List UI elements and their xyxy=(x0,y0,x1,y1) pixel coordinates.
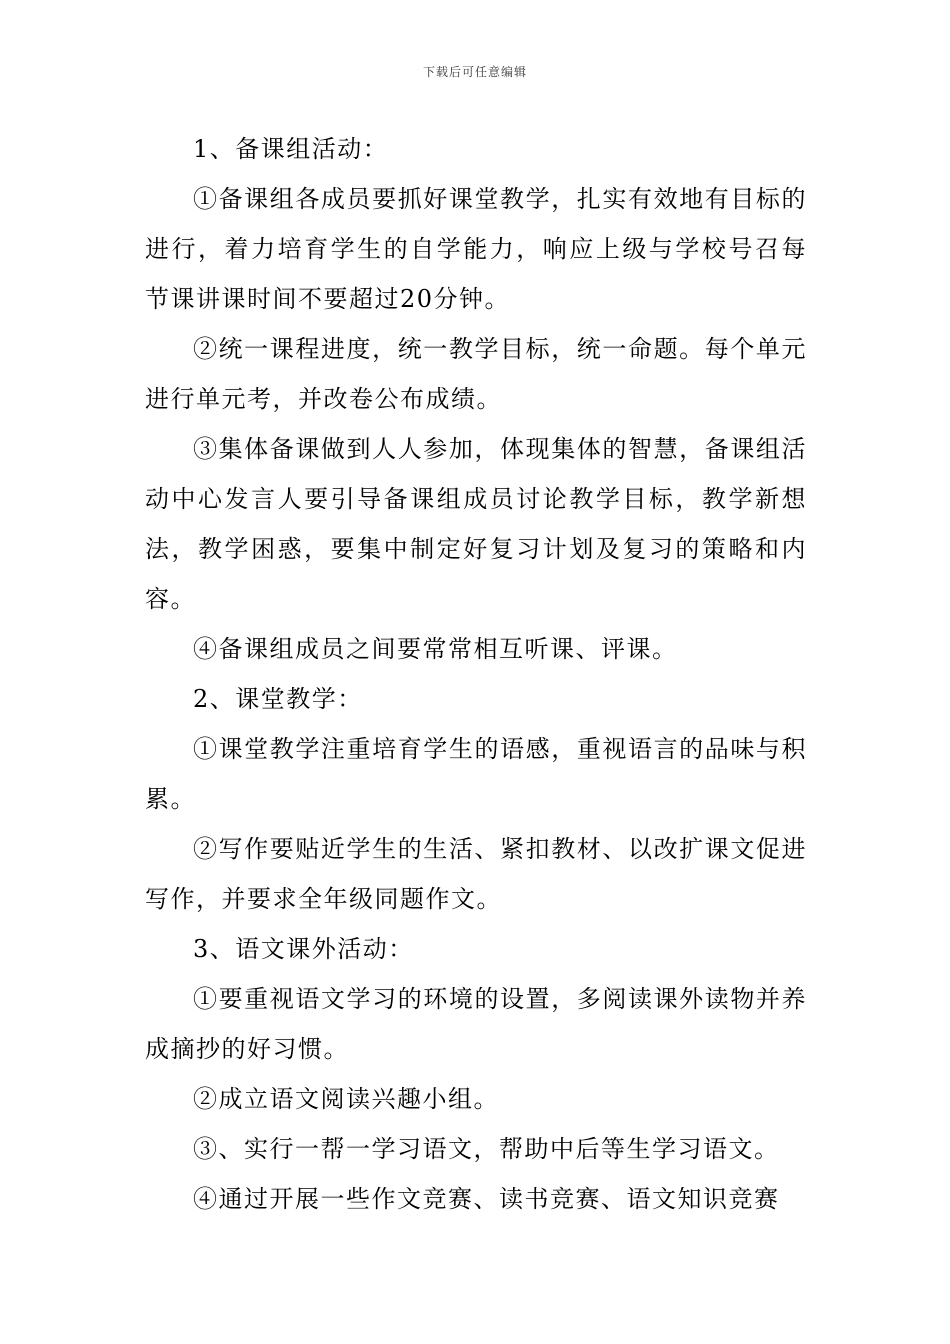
paragraph-1-3: ③集体备课做到人人参加，体现集体的智慧，备课组活动中心发言人要引导备课组成员讨论教学目标，教学新想法，教学困惑，要集中制定好复习计划及复习的策略和内容。 xyxy=(145,435,807,613)
section-heading-3: 3、语文课外活动： xyxy=(193,935,414,963)
paragraph-1-1: ①备课组各成员要抓好课堂教学，扎实有效地有目标的进行，着力培育学生的自学能力，响应上级与学校号召每节课讲课时间不要超过20分钟。 xyxy=(145,185,807,313)
paragraph-3-1: ①要重视语文学习的环境的设置，多阅读课外读物并养成摘抄的好习惯。 xyxy=(145,985,807,1063)
document-body xyxy=(145,124,807,1224)
paragraph-2-2: ②写作要贴近学生的生活、紧扣教材、以改扩课文促进写作，并要求全年级同题作文。 xyxy=(145,835,807,913)
section-heading-1: 1、备课组活动： xyxy=(193,135,389,163)
page-header-note: 下载后可任意编辑 xyxy=(422,65,527,79)
paragraph-3-2: ②成立语文阅读兴趣小组。 xyxy=(193,1085,499,1113)
paragraph-3-3: ③、实行一帮一学习语文，帮助中后等生学习语文。 xyxy=(193,1135,780,1163)
paragraph-3-4: ④通过开展一些作文竞赛、读书竞赛、语文知识竞赛 xyxy=(193,1185,780,1213)
section-heading-2: 2、课堂教学： xyxy=(193,685,363,713)
paragraph-2-1: ①课堂教学注重培育学生的语感，重视语言的品味与积累。 xyxy=(145,735,807,813)
paragraph-1-4: ④备课组成员之间要常常相互听课、评课。 xyxy=(193,635,678,663)
paragraph-1-2: ②统一课程进度，统一教学目标，统一命题。每个单元进行单元考，并改卷公布成绩。 xyxy=(145,335,807,413)
